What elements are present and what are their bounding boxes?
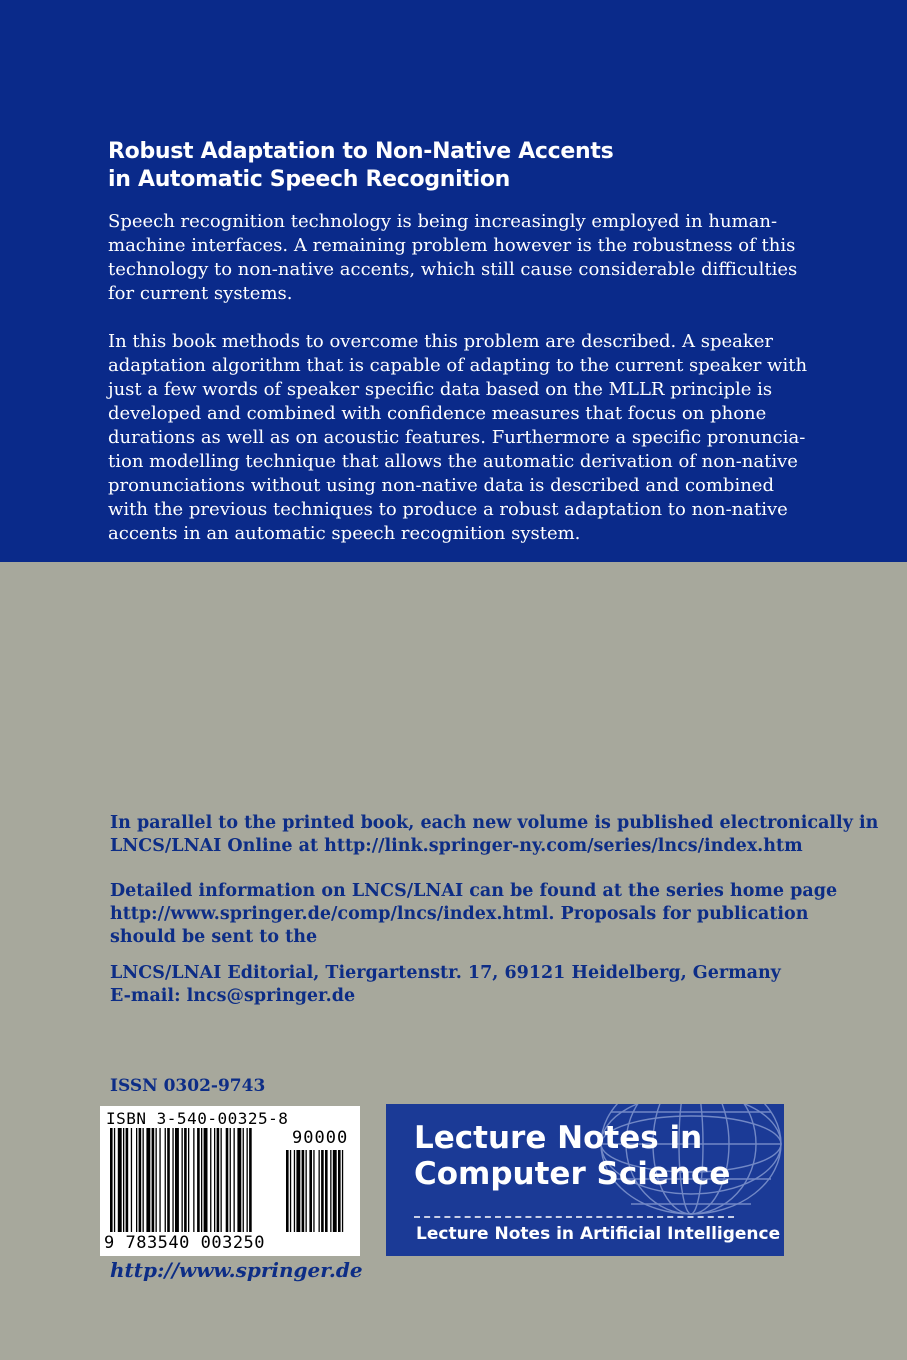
barcode-bar bbox=[210, 1128, 211, 1232]
isbn-text: ISBN 3-540-00325-8 bbox=[106, 1109, 289, 1128]
info-line: http://www.springer.de/comp/lncs/index.html. Proposals for publication bbox=[110, 904, 809, 924]
editorial-address bbox=[110, 962, 810, 1008]
barcode-bar bbox=[146, 1128, 150, 1232]
series-logo bbox=[386, 1104, 784, 1256]
barcode-bar bbox=[234, 1128, 235, 1232]
barcode-addon-bar bbox=[330, 1150, 331, 1232]
barcode-bar bbox=[184, 1128, 187, 1232]
barcode-bar bbox=[156, 1128, 157, 1232]
description-line: adaptation algorithm that is capable of adapting to the current speaker with bbox=[108, 355, 808, 376]
book-title-line: in Automatic Speech Recognition bbox=[108, 167, 511, 192]
issn-label: ISSN 0302-9743 bbox=[110, 1076, 266, 1096]
barcode-bar bbox=[126, 1128, 129, 1232]
barcode-addon-bar bbox=[290, 1150, 291, 1232]
barcode-addon-digits: 90000 bbox=[292, 1128, 349, 1148]
barcode-bar bbox=[182, 1128, 183, 1232]
barcode-addon-bar bbox=[294, 1150, 295, 1232]
series-title-line: Computer Science bbox=[414, 1156, 731, 1192]
barcode-bar bbox=[201, 1128, 202, 1232]
barcode-addon-bar bbox=[325, 1150, 328, 1232]
barcode-bar bbox=[165, 1128, 166, 1232]
barcode-bar bbox=[110, 1128, 113, 1232]
description-line: tion modelling technique that allows the automatic derivation of non-native bbox=[108, 451, 798, 472]
description-line: machine interfaces. A remaining problem however is the robustness of this bbox=[108, 235, 796, 256]
description-line: with the previous techniques to produce a robust adaptation to non-native bbox=[108, 499, 788, 520]
barcode-addon-bar bbox=[313, 1150, 314, 1232]
info-line: should be sent to the bbox=[110, 927, 318, 947]
barcode-bar bbox=[247, 1128, 248, 1232]
barcode-addon-bar bbox=[302, 1150, 305, 1232]
series-title-line: Lecture Notes in bbox=[414, 1120, 703, 1156]
description-line: In this book methods to overcome this problem are described. A speaker bbox=[108, 331, 774, 352]
book-title bbox=[108, 138, 808, 194]
barcode-bar bbox=[114, 1128, 115, 1232]
barcode-bar bbox=[230, 1128, 231, 1232]
info-line: E-mail: lncs@springer.de bbox=[110, 986, 356, 1006]
barcode-bar bbox=[167, 1128, 170, 1232]
barcode-bar bbox=[139, 1128, 142, 1232]
barcode-addon-bar bbox=[306, 1150, 307, 1232]
series-subtitle: Lecture Notes in Artificial Intelligence bbox=[416, 1224, 781, 1244]
barcode-addon-bar bbox=[333, 1150, 337, 1232]
book-title-line: Robust Adaptation to Non-Native Accents bbox=[108, 139, 614, 164]
barcode-bar bbox=[172, 1128, 173, 1232]
description-line: technology to non-native accents, which still cause considerable difficulties bbox=[108, 259, 798, 280]
barcode-addon-bar bbox=[342, 1150, 343, 1232]
barcode-ean-digits: 9 783540 003250 bbox=[104, 1233, 266, 1253]
info-line: LNCS/LNAI Online at http://link.springer-ny.com/series/lncs/index.htm bbox=[110, 836, 803, 856]
description-line: developed and combined with confidence measures that focus on phone bbox=[108, 403, 767, 424]
online-info-paragraph bbox=[110, 812, 879, 858]
barcode-addon-bar bbox=[338, 1150, 341, 1232]
barcode-bar bbox=[123, 1128, 124, 1232]
barcode-addon-bar bbox=[286, 1150, 289, 1232]
barcode-bar bbox=[136, 1128, 137, 1232]
description-line: Speech recognition technology is being increasingly employed in human- bbox=[108, 211, 778, 232]
publisher-website: http://www.springer.de bbox=[110, 1258, 363, 1282]
barcode-bar bbox=[197, 1128, 200, 1232]
description-line: just a few words of speaker specific data based on the MLLR principle is bbox=[108, 379, 773, 400]
dashed-divider bbox=[414, 1216, 734, 1218]
barcode-addon-bar bbox=[296, 1150, 300, 1232]
barcode-bar bbox=[152, 1128, 155, 1232]
barcode-bar bbox=[118, 1128, 122, 1232]
barcode-bar bbox=[221, 1128, 222, 1232]
barcode-bar bbox=[243, 1128, 244, 1232]
series-info-paragraph bbox=[110, 880, 838, 949]
description-paragraph bbox=[108, 330, 808, 546]
info-line: LNCS/LNAI Editorial, Tiergartenstr. 17, 69121 Heidelberg, Germany bbox=[110, 963, 781, 983]
info-line: Detailed information on LNCS/LNAI can be found at the series home page bbox=[110, 881, 838, 901]
series-title bbox=[414, 1120, 730, 1192]
barcode-bar bbox=[237, 1128, 241, 1232]
barcode-bar bbox=[226, 1128, 229, 1232]
barcode-bar bbox=[188, 1128, 189, 1232]
description-line: accents in an automatic speech recognition system. bbox=[108, 523, 581, 544]
description-line: for current systems. bbox=[108, 283, 293, 304]
barcode-bar bbox=[204, 1128, 208, 1232]
info-line: In parallel to the printed book, each new volume is published electronically in bbox=[110, 813, 879, 833]
barcode-bar bbox=[131, 1128, 132, 1232]
barcode-bar bbox=[175, 1128, 179, 1232]
barcode-addon-bar bbox=[319, 1150, 320, 1232]
description-line: pronunciations without using non-native data is described and combined bbox=[108, 475, 774, 496]
barcode-addon-bar bbox=[321, 1150, 324, 1232]
barcode-addon-bar bbox=[309, 1150, 312, 1232]
barcode-bar bbox=[214, 1128, 215, 1232]
barcode-bar bbox=[193, 1128, 194, 1232]
description-line: durations as well as on acoustic features. Furthermore a specific pronuncia- bbox=[108, 427, 806, 448]
description-paragraph bbox=[108, 210, 808, 306]
barcode-bar bbox=[249, 1128, 252, 1232]
barcode bbox=[100, 1106, 360, 1256]
barcode-bar bbox=[159, 1128, 160, 1232]
barcode-bar bbox=[143, 1128, 144, 1232]
barcode-bar bbox=[217, 1128, 220, 1232]
